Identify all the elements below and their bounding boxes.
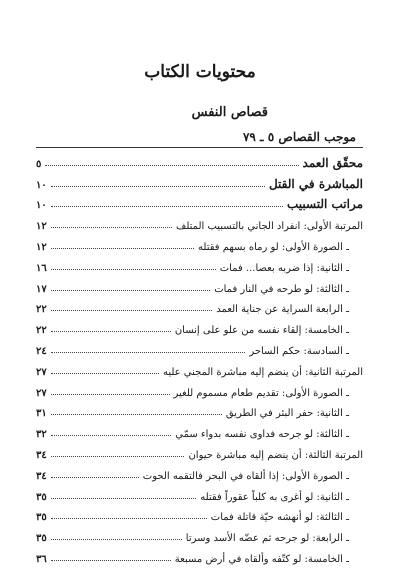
- toc-entry: [36, 440, 363, 461]
- toc-leader-dots: [45, 164, 298, 166]
- toc-entry-label: المرتبة الأولى: انفراد الجاني بالتسبيب المتلف: [175, 221, 363, 233]
- topic-heading: موجب القصاص ٥ ـ ٧٩: [242, 130, 356, 144]
- toc-leader-dots: [51, 247, 194, 249]
- toc-leader-dots: [51, 330, 171, 332]
- toc-entry-page: ٢٧: [36, 387, 47, 399]
- toc-entry: [36, 315, 363, 336]
- toc-leader-dots: [51, 309, 213, 311]
- toc-entry-label: ـ الصورة الأولى: لو رماه بسهم فقتله: [198, 241, 349, 253]
- toc-entry: [36, 399, 363, 420]
- toc-leader-dots: [51, 268, 216, 270]
- toc-entry: [36, 149, 363, 170]
- toc-leader-dots: [51, 517, 207, 519]
- toc-entry-label: المرتبة الثالثة: أن ينضم إليه مباشرة حيوان: [188, 449, 363, 461]
- toc-entry: [36, 461, 363, 482]
- toc-entry-label: ـ الخامسة: لو كتّفه وألقاه في أرض مسبعة: [174, 553, 349, 565]
- toc-entry-page: ٣٤: [36, 470, 47, 482]
- toc-entry-page: ٣٥: [36, 533, 47, 545]
- toc-entry: [36, 419, 363, 440]
- toc-entry-page: ٣٥: [36, 491, 47, 503]
- toc-entry: [36, 191, 363, 212]
- toc-entry-label: ـ الثانية: حفر البئر في الطريق: [225, 408, 349, 420]
- toc-entry-label: مراتب التسبيب: [286, 197, 363, 212]
- toc-leader-dots: [51, 413, 222, 415]
- toc-leader-dots: [51, 476, 139, 478]
- toc-leader-dots: [51, 351, 246, 353]
- toc-entry: [36, 170, 363, 191]
- toc-entry-page: ١٧: [36, 283, 47, 295]
- toc-entry: [36, 378, 363, 399]
- toc-entry-page: ٣٤: [36, 449, 47, 461]
- toc-entry: [36, 503, 363, 524]
- toc-entry-page: ٢٧: [36, 366, 47, 378]
- toc-entry-label: ـ الثالثة: لو أنهشه حيّة قاتلة فمات: [210, 512, 349, 524]
- toc-entry: [36, 357, 363, 378]
- toc-entry-label: ـ الخامسة: إلقاء نفسه من علو على إنسان: [174, 325, 349, 337]
- toc-leader-dots: [51, 497, 196, 499]
- toc-entry: [36, 523, 363, 544]
- toc-entry-label: ـ الرابعة السراية عن جناية العمد: [216, 304, 349, 316]
- toc-entry: [36, 295, 363, 316]
- toc-entry-page: ١٢: [36, 241, 47, 253]
- toc-entry-label: ـ الصورة الأولى: تقديم طعام مسموم للغير: [173, 387, 349, 399]
- toc-entry-page: ٢٢: [36, 304, 47, 316]
- toc-leader-dots: [51, 289, 210, 291]
- toc-entry-label: المرتبة الثانية: أن ينضم إليه مباشرة المجني عليه: [162, 366, 363, 378]
- toc-entry-label: ـ الثانية: لو أغرى به كلباً عقوراً فقتله: [200, 491, 349, 503]
- toc-entry-label: ـ الرابعة: لو جرحه ثم عضّه الأسد وسرتا: [185, 533, 349, 545]
- toc-entry-page: ١٠: [36, 179, 47, 191]
- page-title: محتويات الكتاب: [144, 62, 256, 82]
- toc-entry: [36, 253, 363, 274]
- toc-leader-dots: [51, 205, 283, 207]
- toc-entry: [36, 482, 363, 503]
- toc-entry-page: ٣١: [36, 408, 47, 420]
- toc-leader-dots: [51, 372, 159, 374]
- toc-entry-label: محقّق العمد: [302, 155, 363, 170]
- toc-entry-page: ٢٤: [36, 345, 47, 357]
- toc-entry-page: ٣٥: [36, 512, 47, 524]
- toc-entry-page: ٥: [36, 158, 42, 170]
- toc-entry: [36, 274, 363, 295]
- toc-entry-page: ٣٢: [36, 429, 47, 441]
- toc-entry: [36, 232, 363, 253]
- toc-entry-label: ـ السادسة: حكم الساحر: [249, 345, 349, 357]
- toc-leader-dots: [51, 185, 265, 187]
- toc-entry-label: ـ الثانية: إذا ضربه بعصا... فمات: [219, 262, 349, 274]
- toc-entry-page: ١٢: [36, 221, 47, 233]
- toc-entry-label: ـ الصورة الأولى: إذا ألقاه في البحر فالتقمه الحوت: [142, 470, 349, 482]
- toc-leader-dots: [51, 455, 185, 457]
- toc-leader-dots: [51, 226, 172, 228]
- toc-entry-page: ٢٢: [36, 325, 47, 337]
- toc-leader-dots: [51, 559, 171, 561]
- toc-entry-page: ١٠: [36, 200, 47, 212]
- toc-entry-label: ـ الثالثة: لو طرحه في النار فمات: [214, 283, 349, 295]
- toc-entry-page: ١٦: [36, 262, 47, 274]
- toc-leader-dots: [51, 434, 172, 436]
- toc-entry-label: ـ الثالثة: لو جرحه فداوى نفسه بدواء سمّي: [175, 429, 349, 441]
- section-heading: قصاص النفس: [191, 105, 268, 120]
- divider-line: [36, 147, 363, 148]
- toc-leader-dots: [51, 393, 170, 395]
- toc-entry: [36, 336, 363, 357]
- toc-entry-page: ٣٦: [36, 553, 47, 565]
- toc-entry: [36, 544, 363, 565]
- toc-leader-dots: [51, 538, 182, 540]
- toc-list: [36, 149, 363, 565]
- toc-entry-label: المباشرة في القتل: [268, 176, 363, 191]
- toc-entry: [36, 211, 363, 232]
